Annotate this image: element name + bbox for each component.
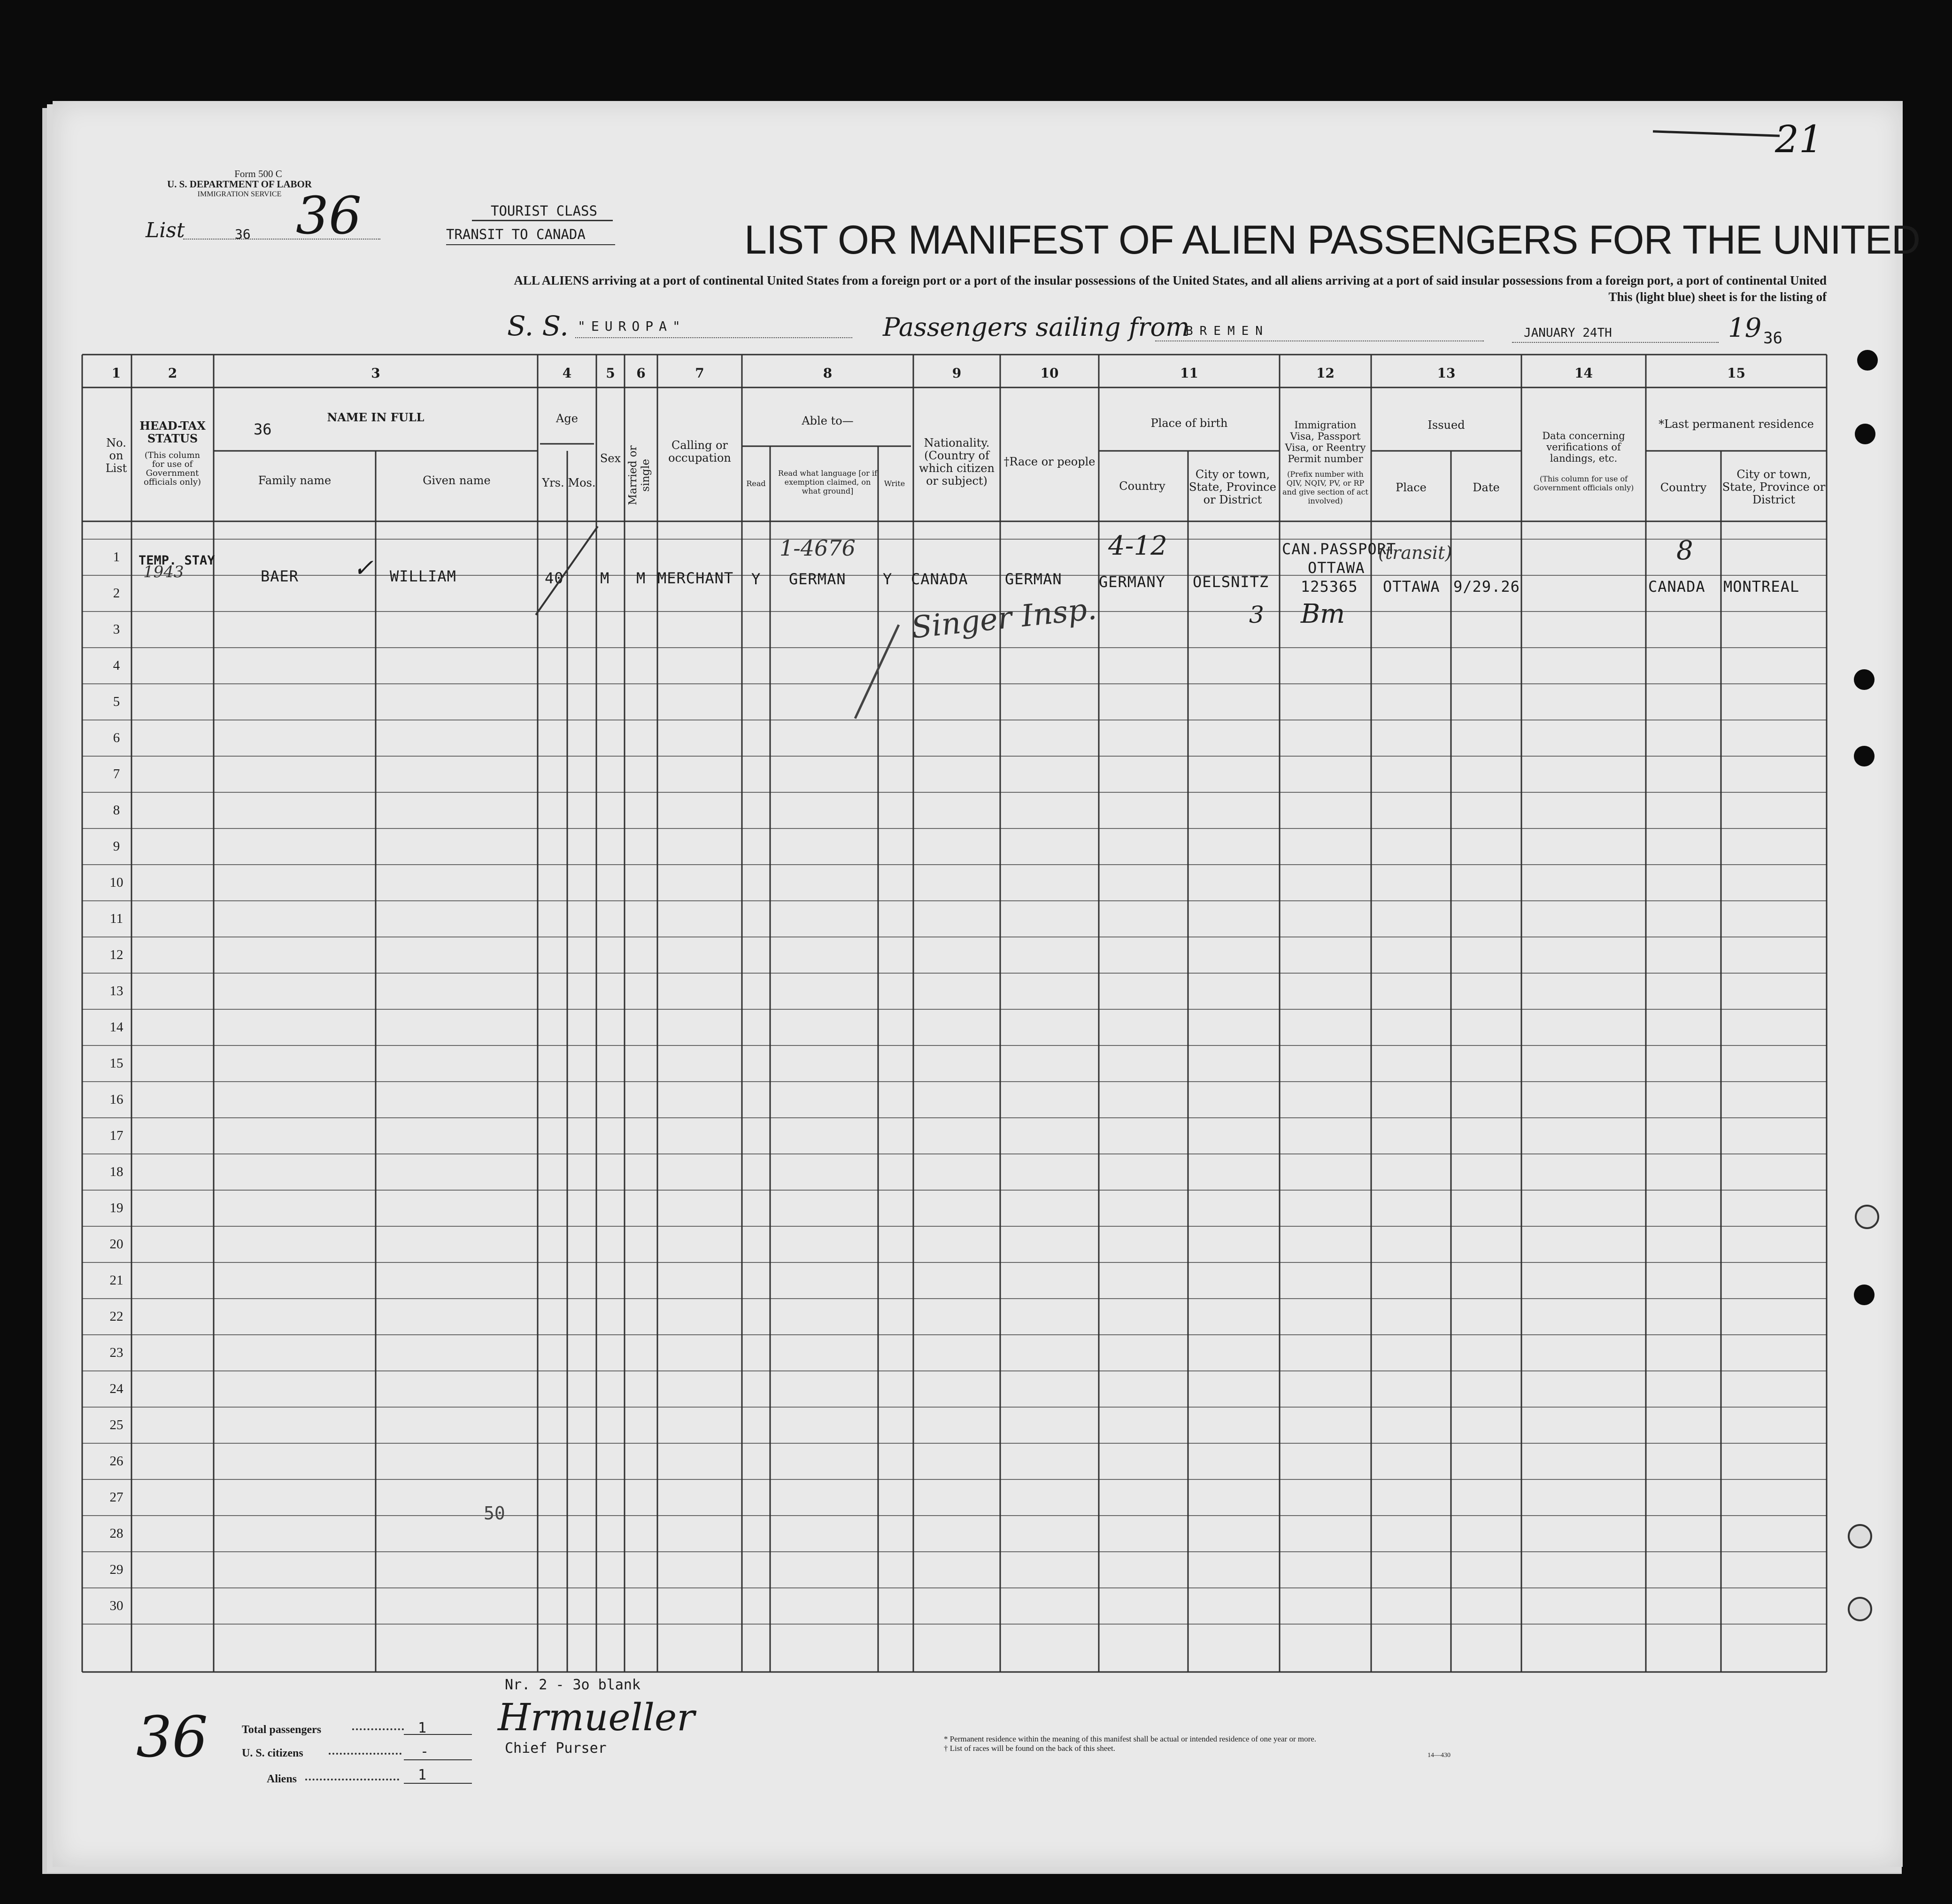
inspector-signature: Singer Insp. bbox=[910, 591, 1098, 646]
row-number: 9 bbox=[113, 839, 120, 854]
col-num-2: 2 bbox=[168, 365, 177, 381]
col-header-verifications-note: (This column for use of Government officials only) bbox=[1533, 474, 1634, 492]
us-dots bbox=[329, 1753, 401, 1755]
col-header-family-name: Family name bbox=[258, 474, 332, 487]
birth-city-handwritten: 3 bbox=[1249, 601, 1264, 628]
row-number: 20 bbox=[109, 1237, 123, 1252]
read-language: GERMAN bbox=[789, 570, 846, 588]
col-num-5: 5 bbox=[606, 365, 615, 381]
row-number: 2 bbox=[113, 586, 120, 601]
col-header-last-residence: *Last permanent residence bbox=[1659, 418, 1814, 431]
col-num-14: 14 bbox=[1574, 365, 1593, 381]
col-header-residence-country: Country bbox=[1660, 481, 1707, 494]
col-header-residence-city: City or town, State, Province or District bbox=[1722, 468, 1826, 506]
col-header-nationality: Nationality. (Country of which citizen or subject) bbox=[919, 436, 995, 488]
issued-place-handwritten: (transit) bbox=[1378, 542, 1452, 563]
sailing-date: JANUARY 24TH bbox=[1524, 326, 1612, 340]
col-num-8: 8 bbox=[823, 365, 833, 381]
binder-hole bbox=[1854, 669, 1875, 690]
col-header-race: †Race or people bbox=[1003, 455, 1096, 468]
occupation: MERCHANT bbox=[657, 569, 734, 587]
row-number: 26 bbox=[109, 1454, 123, 1469]
issued-place: OTTAWA bbox=[1383, 578, 1440, 596]
col-header-sex: Sex bbox=[600, 452, 621, 465]
manifest-subtitle-2: This (light blue) sheet is for the listing of bbox=[1608, 290, 1827, 304]
row-number: 5 bbox=[113, 694, 120, 709]
row-number: 12 bbox=[109, 947, 123, 962]
service-name: IMMIGRATION SERVICE bbox=[197, 190, 282, 198]
col-header-write: Write bbox=[884, 479, 905, 488]
stray-number: 50 bbox=[484, 1503, 505, 1524]
page-number-handwritten: 21 bbox=[1775, 117, 1823, 161]
row-number: 30 bbox=[109, 1598, 123, 1613]
language-handwritten: 1-4676 bbox=[779, 535, 856, 561]
transit-label: TRANSIT TO CANADA bbox=[446, 226, 586, 242]
age-years: 40 bbox=[545, 569, 564, 587]
aliens-underline bbox=[404, 1783, 472, 1784]
aliens-value: 1 bbox=[418, 1767, 427, 1783]
residence-country: CANADA bbox=[1648, 578, 1705, 596]
binder-hole bbox=[1854, 1285, 1875, 1305]
row-number: 27 bbox=[109, 1490, 123, 1505]
col-header-occupation: Calling or occupation bbox=[668, 439, 731, 464]
can-read: Y bbox=[751, 570, 761, 588]
marital-status: M bbox=[636, 569, 646, 587]
sex: M bbox=[600, 569, 610, 587]
col-header-visa: Immigration Visa, Passport Visa, or Reentry Permit number bbox=[1285, 419, 1366, 464]
us-citizens-value: - bbox=[420, 1743, 429, 1760]
us-underline bbox=[404, 1759, 472, 1760]
row-number: 11 bbox=[110, 911, 123, 926]
head-tax-handwritten: 1943 bbox=[143, 563, 184, 581]
col-num-9: 9 bbox=[952, 365, 962, 381]
col-header-age-mos: Mos. bbox=[568, 476, 596, 489]
col-header-birth-city: City or town, State, Province or District bbox=[1189, 468, 1276, 506]
row-number: 16 bbox=[109, 1092, 123, 1107]
col-header-issued-place: Place bbox=[1396, 481, 1427, 494]
ship-label: S. S. bbox=[507, 310, 569, 342]
row-number: 8 bbox=[113, 803, 120, 818]
col-header-able-to: Able to— bbox=[802, 414, 854, 427]
total-underline bbox=[404, 1734, 472, 1735]
col-header-verifications: Data concerning verifications of landings, etc. bbox=[1542, 430, 1625, 464]
birth-handwritten: 4-12 bbox=[1108, 531, 1167, 561]
residence-city: MONTREAL bbox=[1723, 578, 1800, 596]
departure-port: BREMEN bbox=[1186, 324, 1269, 338]
visa-line-1: CAN.PASSPORT bbox=[1282, 540, 1396, 558]
col-header-head-tax: HEAD-TAX STATUS bbox=[139, 419, 206, 445]
visa-line-2: OTTAWA bbox=[1308, 559, 1365, 577]
col-header-head-tax-note: (This column for use of Government officials only) bbox=[143, 450, 201, 487]
name-column-typed: 36 bbox=[254, 420, 272, 438]
race: GERMAN bbox=[1005, 570, 1062, 588]
row-number: 28 bbox=[109, 1526, 123, 1541]
row-number: 19 bbox=[109, 1200, 123, 1215]
row-number: 25 bbox=[109, 1417, 123, 1432]
ship-name: "EUROPA" bbox=[578, 318, 686, 334]
col-header-issued: Issued bbox=[1427, 418, 1465, 432]
residence-footnote: * Permanent residence within the meaning of this manifest shall be actual or intended residence of one year or more. bbox=[944, 1734, 1317, 1743]
chief-purser-label: Chief Purser bbox=[505, 1740, 607, 1757]
col-header-marital: Married or single bbox=[627, 445, 652, 505]
visa-number: 125365 bbox=[1301, 578, 1358, 596]
col-header-read: Read bbox=[746, 479, 766, 488]
binder-hole bbox=[1855, 424, 1875, 444]
row-number: 7 bbox=[113, 766, 120, 782]
year-suffix: 36 bbox=[1763, 329, 1782, 348]
binder-hole bbox=[1855, 1205, 1879, 1229]
binder-hole bbox=[1857, 350, 1878, 371]
birth-country: GERMANY bbox=[1099, 573, 1165, 591]
binder-hole bbox=[1848, 1524, 1872, 1548]
residence-handwritten: 8 bbox=[1676, 535, 1693, 566]
col-num-11: 11 bbox=[1180, 365, 1198, 381]
manifest-title: LIST OR MANIFEST OF ALIEN PASSENGERS FOR THE UNITED bbox=[744, 217, 1921, 263]
col-header-visa-note: (Prefix number with QIV, NQIV, PV, or RP and give section of act involved) bbox=[1282, 470, 1368, 505]
nationality: CANADA bbox=[911, 570, 968, 588]
row-number: 29 bbox=[109, 1562, 123, 1577]
binder-hole bbox=[1848, 1597, 1872, 1621]
col-header-age: Age bbox=[556, 412, 578, 425]
row-number: 23 bbox=[109, 1345, 123, 1360]
department-name: U. S. DEPARTMENT OF LABOR bbox=[167, 178, 312, 190]
col-num-13: 13 bbox=[1437, 365, 1456, 381]
col-header-read-language: Read what language [or if exemption claimed, on what ground] bbox=[778, 469, 877, 495]
birth-city: OELSNITZ bbox=[1193, 573, 1269, 591]
col-header-no-on-list: No. on List bbox=[105, 436, 127, 475]
col-num-7: 7 bbox=[695, 365, 704, 381]
sailing-label: Passengers sailing from bbox=[883, 312, 1190, 342]
col-header-age-yrs: Yrs. bbox=[542, 476, 564, 489]
head-tax-status: TEMP. STAY bbox=[139, 553, 215, 568]
total-passengers-label: Total passengers bbox=[242, 1724, 322, 1736]
family-name: BAER bbox=[261, 567, 299, 585]
col-num-12: 12 bbox=[1316, 365, 1335, 381]
can-write: Y bbox=[883, 570, 893, 588]
aliens-label: Aliens bbox=[267, 1773, 297, 1785]
col-num-15: 15 bbox=[1727, 365, 1745, 381]
visa-handwritten: Bm bbox=[1301, 599, 1345, 629]
form-number: Form 500 C bbox=[234, 168, 282, 179]
purser-signature: Hrmueller bbox=[498, 1695, 695, 1739]
row-number: 6 bbox=[113, 730, 120, 745]
check-mark: ✓ bbox=[353, 554, 374, 582]
list-label: List bbox=[146, 218, 185, 242]
row-number: 15 bbox=[109, 1056, 123, 1071]
row-number: 10 bbox=[109, 875, 123, 890]
year-prefix: 19 bbox=[1728, 313, 1762, 343]
col-header-birth-country: Country bbox=[1119, 480, 1165, 493]
total-passengers-value: 1 bbox=[418, 1720, 427, 1736]
form-code: 14—430 bbox=[1427, 1752, 1450, 1759]
given-name: WILLIAM bbox=[390, 567, 456, 585]
col-header-name: NAME IN FULL bbox=[327, 410, 424, 424]
row-number: 17 bbox=[109, 1128, 123, 1143]
col-header-given-name: Given name bbox=[423, 474, 491, 487]
col-num-6: 6 bbox=[636, 365, 646, 381]
us-citizens-label: U. S. citizens bbox=[242, 1747, 303, 1759]
races-footnote: † List of races will be found on the back of this sheet. bbox=[944, 1744, 1115, 1753]
col-num-1: 1 bbox=[111, 365, 121, 381]
row-number: 3 bbox=[113, 622, 120, 637]
row-number: 4 bbox=[113, 658, 120, 673]
row-number: 18 bbox=[109, 1164, 123, 1179]
list-number-typed: 36 bbox=[235, 226, 251, 242]
row-number: 21 bbox=[109, 1273, 123, 1288]
row-number: 24 bbox=[109, 1381, 123, 1396]
col-num-10: 10 bbox=[1040, 365, 1059, 381]
total-dots bbox=[352, 1728, 404, 1730]
col-header-place-of-birth: Place of birth bbox=[1150, 417, 1228, 430]
col-header-issued-date: Date bbox=[1473, 481, 1500, 494]
binder-hole bbox=[1854, 746, 1875, 766]
manifest-subtitle: ALL ALIENS arriving at a port of continental United States from a foreign port or a port of the insular possessions of the United States, and all aliens arriving at a port of said insular possessions from a foreign port, a port of continental United bbox=[514, 273, 1827, 287]
class-label: TOURIST CLASS bbox=[491, 203, 597, 219]
col-num-4: 4 bbox=[562, 365, 572, 381]
blank-rows-note: Nr. 2 - 3o blank bbox=[505, 1677, 640, 1693]
col-num-3: 3 bbox=[371, 365, 380, 381]
footer-handwritten-number: 36 bbox=[136, 1705, 208, 1770]
row-number: 1 bbox=[113, 550, 120, 565]
issued-date: 9/29.26 bbox=[1453, 578, 1520, 596]
aliens-dots bbox=[305, 1779, 399, 1780]
row-number: 22 bbox=[109, 1309, 123, 1324]
list-number-handwritten: 36 bbox=[296, 186, 362, 246]
row-number: 14 bbox=[109, 1020, 123, 1035]
row-number: 13 bbox=[109, 983, 123, 998]
